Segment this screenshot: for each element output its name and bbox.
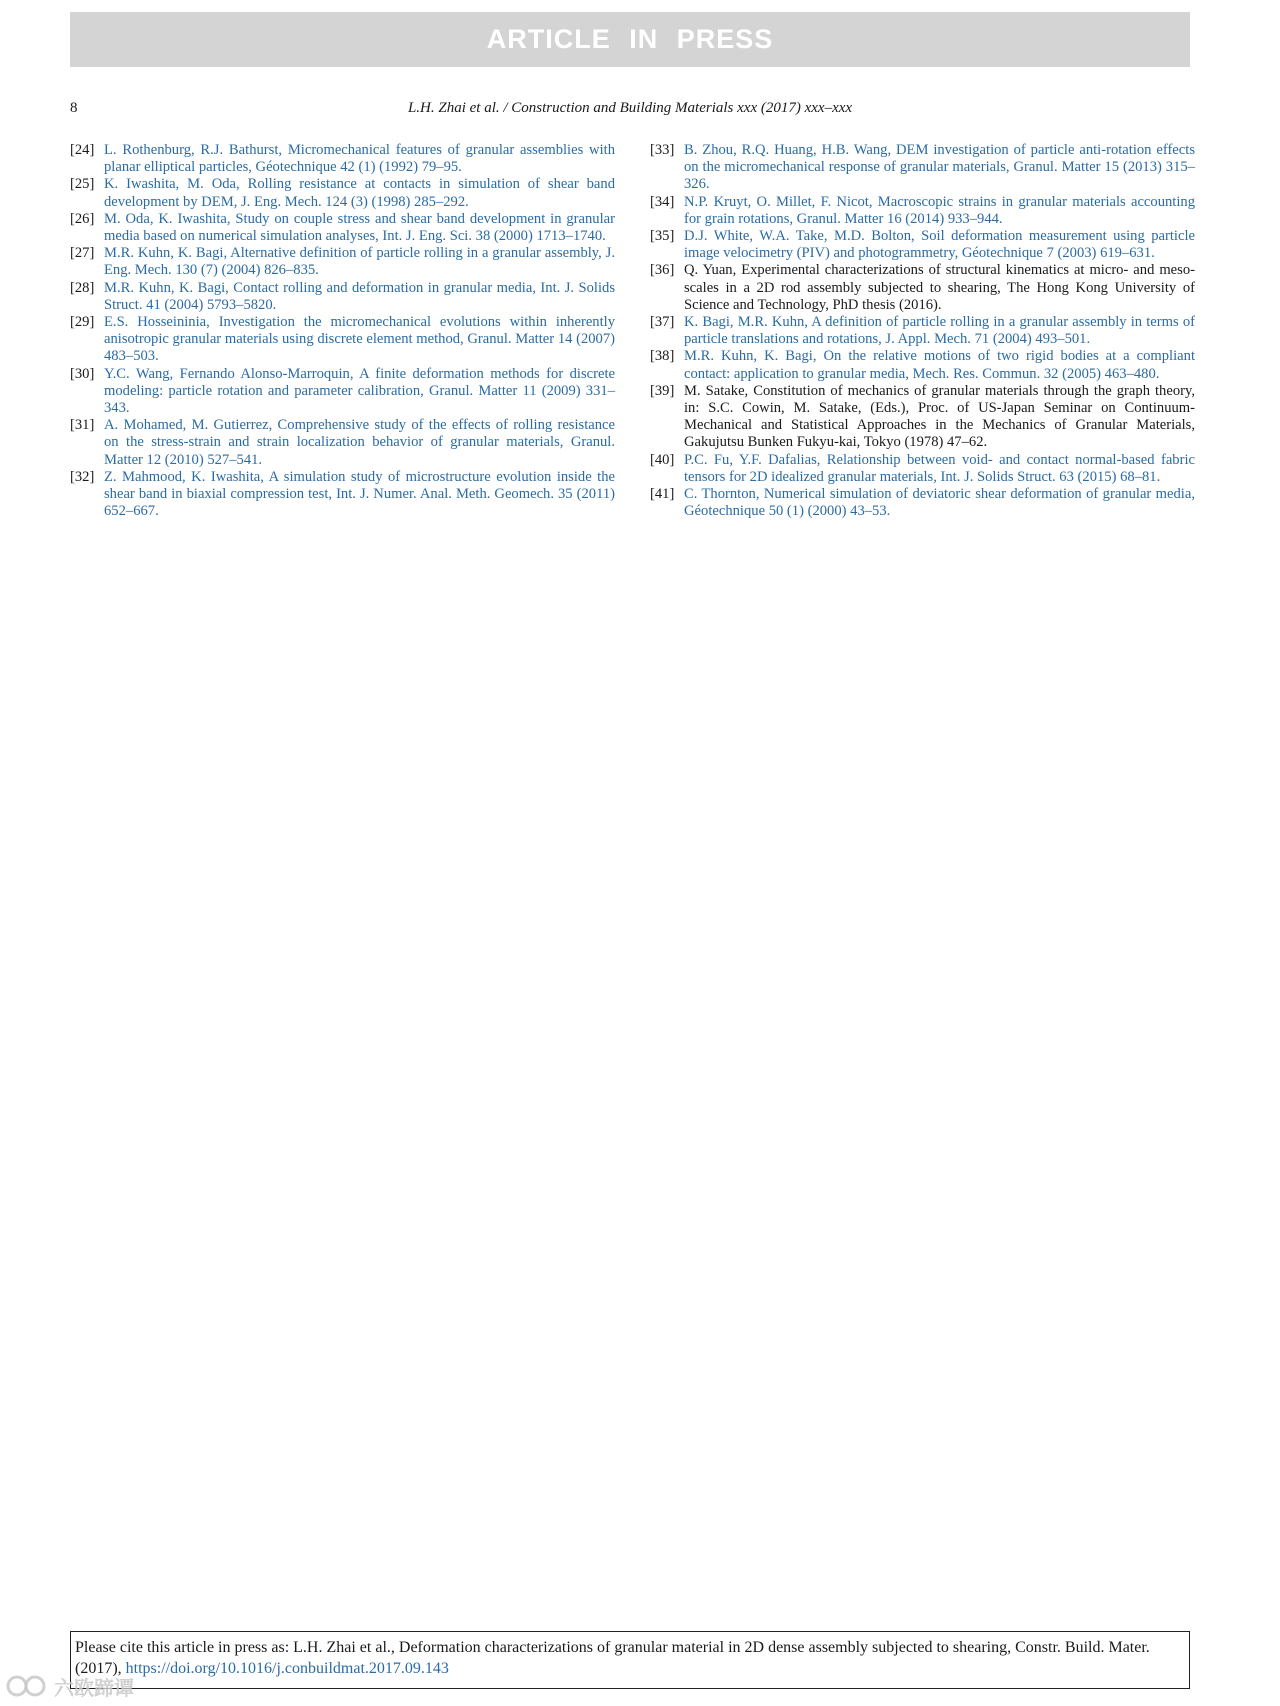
reference-link[interactable]: P.C. Fu, Y.F. Dafalias, Relationship between void- and contact normal-based fabric tensors for 2D idealized granular materials, Int. J. Solids Struct. 63 (2015) 68–81. <box>684 451 1195 485</box>
reference-item <box>70 417 615 469</box>
reference-item <box>70 176 615 210</box>
reference-number: [35] <box>650 228 675 245</box>
reference-item <box>70 142 615 176</box>
reference-item <box>650 452 1195 486</box>
reference-number: [41] <box>650 486 675 503</box>
reference-item <box>70 314 615 366</box>
article-in-press-banner <box>70 12 1190 67</box>
reference-number: [37] <box>650 314 675 331</box>
reference-item <box>650 383 1195 452</box>
reference-item <box>70 469 615 521</box>
reference-link[interactable]: A. Mohamed, M. Gutierrez, Comprehensive study of the effects of rolling resistance on the stress-strain and strain localization behavior of granular materials, Granul. Matter 12 (2010) 527–541. <box>104 417 615 468</box>
reference-link[interactable]: M. Oda, K. Iwashita, Study on couple stress and shear band development in granular media based on numerical simulation analyses, Int. J. Eng. Sci. 38 (2000) 1713–1740. <box>104 210 615 245</box>
running-head <box>70 98 1190 122</box>
reference-number: [29] <box>70 314 95 331</box>
references-left-column <box>70 142 615 520</box>
reference-text: Q. Yuan, Experimental characterizations of structural kinematics at micro- and meso-scales in a 2D rod assembly subjected to shearing, The Hong Kong University of Science and Technology, PhD thesis (2016). <box>684 262 1195 313</box>
reference-number: [24] <box>70 142 95 158</box>
watermark-text: 六欧蹄谭 <box>54 1675 134 1700</box>
reference-item <box>650 194 1195 228</box>
reference-number: [40] <box>650 451 675 468</box>
reference-item <box>70 366 615 418</box>
journal-line: L.H. Zhai et al. / Construction and Building Materials xxx (2017) xxx–xxx <box>407 100 853 116</box>
reference-item <box>70 211 615 245</box>
reference-number: [27] <box>70 245 95 262</box>
reference-link[interactable]: K. Iwashita, M. Oda, Rolling resistance at contacts in simulation of shear band development by DEM, J. Eng. Mech. 124 (3) (1998) 285–292. <box>104 176 615 210</box>
reference-link[interactable]: K. Bagi, M.R. Kuhn, A definition of particle rolling in a granular assembly in terms of particle translations and rotations, J. Appl. Mech. 71 (2004) 493–501. <box>684 314 1195 348</box>
citation-box <box>70 1631 1190 1689</box>
reference-number: [25] <box>70 176 95 193</box>
citation-text: Please cite this article in press as: L.H. Zhai et al., Deformation characterizations of granular material in 2D dense assembly subjected to shearing, Constr. Build. Mater. (2017), <box>75 1639 1150 1677</box>
reference-item <box>650 348 1195 382</box>
reference-link[interactable]: M.R. Kuhn, K. Bagi, On the relative motions of two rigid bodies at a compliant contact: application to granular media, Mech. Res. Commun. 32 (2005) 463–480. <box>684 348 1195 382</box>
doi-link[interactable]: https://doi.org/10.1016/j.conbuildmat.2017.09.143 <box>125 1660 449 1677</box>
reference-number: [36] <box>650 262 675 279</box>
reference-link[interactable]: Y.C. Wang, Fernando Alonso-Marroquin, A finite deformation methods for discrete modeling: particle rotation and parameter calibration, Granul. Matter 11 (2009) 331–343. <box>104 365 615 417</box>
reference-link[interactable]: C. Thornton, Numerical simulation of deviatoric shear deformation of granular media, Géotechnique 50 (1) (2000) 43–53. <box>684 486 1195 520</box>
reference-link[interactable]: B. Zhou, R.Q. Huang, H.B. Wang, DEM investigation of particle anti-rotation effects on the micromechanical response of granular materials, Granul. Matter 15 (2013) 315–326. <box>684 142 1195 193</box>
reference-item <box>650 142 1195 194</box>
reference-number: [31] <box>70 417 95 434</box>
reference-link[interactable]: E.S. Hosseininia, Investigation the micromechanical evolutions within inherently anisotropic granular materials using discrete element method, Granul. Matter 14 (2007) 483–503. <box>104 314 615 365</box>
reference-item <box>650 228 1195 262</box>
watermark-logo-icon <box>4 1673 50 1699</box>
reference-item <box>650 262 1195 314</box>
reference-link[interactable]: Z. Mahmood, K. Iwashita, A simulation study of microstructure evolution inside the shear band in biaxial compression test, Int. J. Numer. Anal. Meth. Geomech. 35 (2011) 652–667. <box>104 468 615 520</box>
reference-item <box>650 314 1195 348</box>
page-number: 8 <box>70 100 78 116</box>
reference-link[interactable]: M.R. Kuhn, K. Bagi, Contact rolling and deformation in granular media, Int. J. Solids Struct. 41 (2004) 5793–5820. <box>104 279 615 313</box>
reference-number: [34] <box>650 193 675 210</box>
reference-number: [33] <box>650 142 675 158</box>
reference-number: [26] <box>70 210 95 227</box>
reference-link[interactable]: L. Rothenburg, R.J. Bathurst, Micromechanical features of granular assemblies with planar elliptical particles, Géotechnique 42 (1) (1992) 79–95. <box>104 142 615 176</box>
reference-number: [38] <box>650 348 675 365</box>
reference-number: [39] <box>650 382 675 399</box>
references-right-column <box>650 142 1195 520</box>
reference-number: [28] <box>70 279 95 296</box>
reference-link[interactable]: N.P. Kruyt, O. Millet, F. Nicot, Macroscopic strains in granular materials accounting for grain rotations, Granul. Matter 16 (2014) 933–944. <box>684 193 1195 227</box>
reference-number: [32] <box>70 468 95 485</box>
reference-item <box>650 486 1195 520</box>
watermark <box>4 1672 134 1700</box>
reference-link[interactable]: D.J. White, W.A. Take, M.D. Bolton, Soil deformation measurement using particle image velocimetry (PIV) and photogrammetry, Géotechnique 7 (2003) 619–631. <box>684 228 1195 262</box>
reference-number: [30] <box>70 365 95 382</box>
reference-item <box>70 245 615 279</box>
banner-text: ARTICLE IN PRESS <box>486 24 774 54</box>
reference-item <box>70 280 615 314</box>
reference-text: M. Satake, Constitution of mechanics of granular materials through the graph theory, in: S.C. Cowin, M. Satake, (Eds.), Proc. of US-Japan Seminar on Continuum-Mechanical and Statistical Approaches in the Mechanics of Granular Materials, Gakujutsu Bunken Fukyu-kai, Tokyo (1978) 47–62. <box>684 382 1195 451</box>
reference-link[interactable]: M.R. Kuhn, K. Bagi, Alternative definition of particle rolling in a granular assembly, J. Eng. Mech. 130 (7) (2004) 826–835. <box>104 245 615 279</box>
